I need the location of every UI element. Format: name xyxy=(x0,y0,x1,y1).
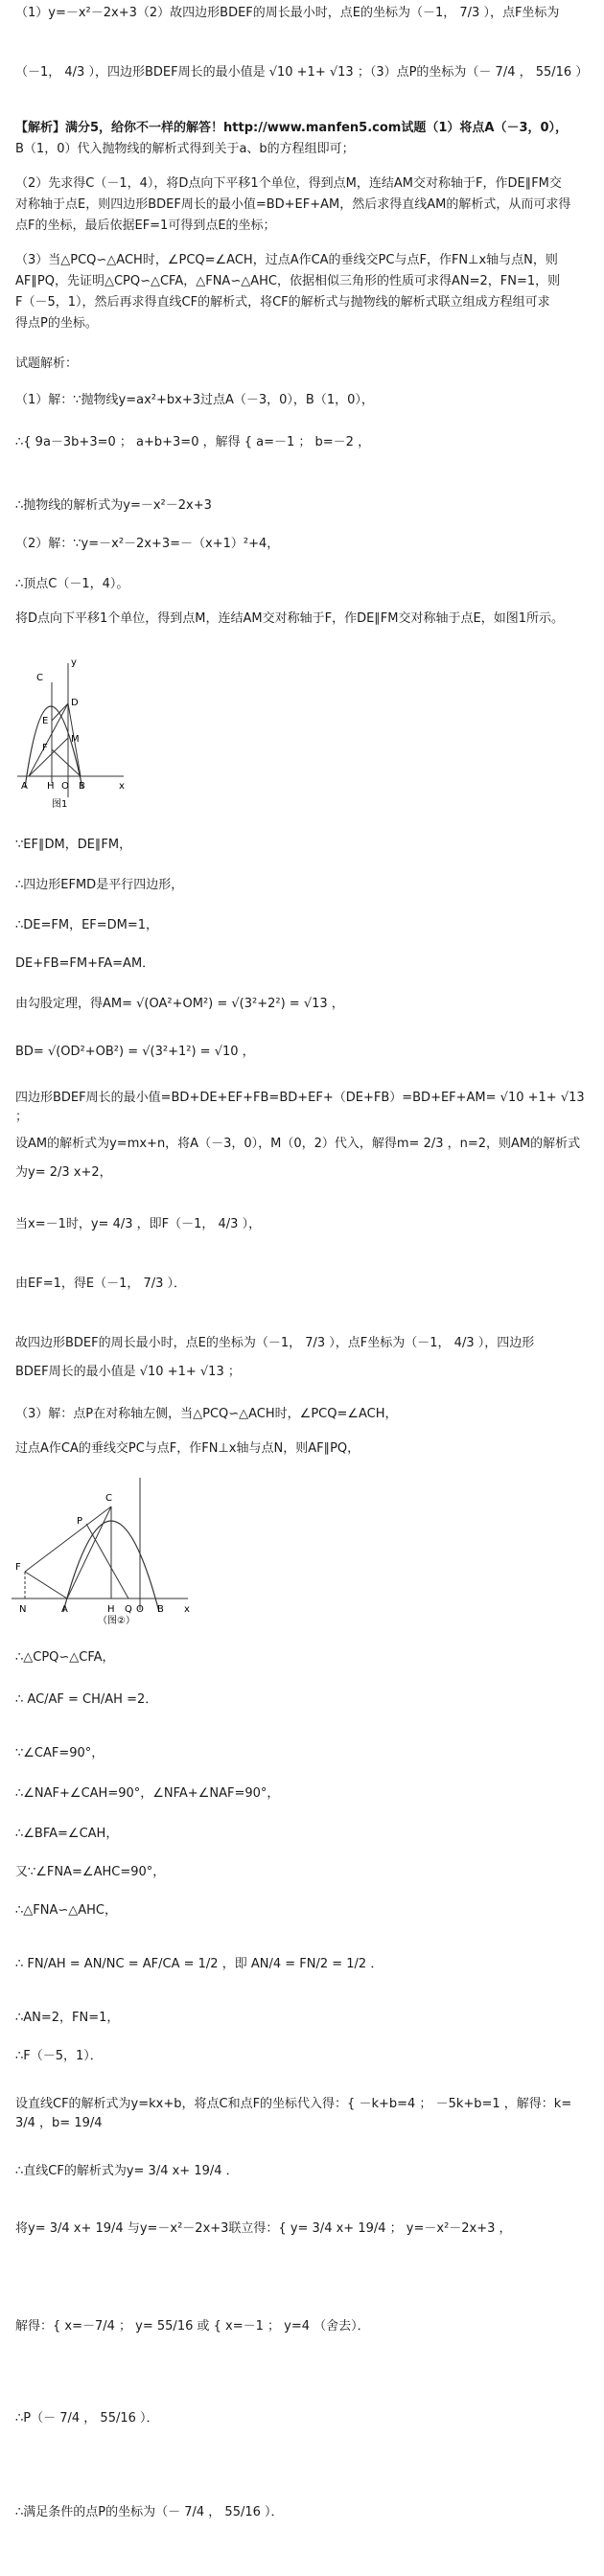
label-o-2: O xyxy=(136,1604,144,1615)
step2-line-5: ∴四边形EFMD是平行四边形， xyxy=(15,878,184,892)
step3-line-8: 又∵∠FNA=∠AHC=90°， xyxy=(15,1865,166,1879)
step3-line-14: ∴直线CF的解析式为y= 3/4 x+ 19/4 ． xyxy=(15,2164,239,2178)
label-y: y xyxy=(71,657,77,668)
analysis-line-8: F（－5，1），然后再求得直线CF的解析式，将CF的解析式与抛物线的解析式联立组成方程组可求 xyxy=(15,295,550,310)
label-a-2: A xyxy=(61,1604,68,1615)
segment-pq xyxy=(86,1524,128,1598)
analysis-line-1: 【解析】满分5，给你不一样的解答！http://www.manfen5.com试题（1）将点A（－3，0）， xyxy=(15,121,569,135)
step1-system: ∴{ 9a－3b+3=0 ； a+b+3=0 ，解得 { a=－1 ； b=－2 ， xyxy=(15,435,371,449)
label-e: E xyxy=(42,716,49,726)
segment-af xyxy=(25,1572,67,1598)
figure-2-caption: （图②） xyxy=(98,1616,135,1626)
segment-ca xyxy=(67,1506,111,1598)
figure-2-diagram xyxy=(6,1468,197,1626)
step3-line-7: ∴∠BFA=∠CAH， xyxy=(15,1827,119,1841)
label-x-2: x xyxy=(184,1604,190,1615)
analysis-line-2: B（1，0）代入抛物线的解析式得到关于a、b的方程组即可； xyxy=(15,142,355,156)
label-b-2: B xyxy=(157,1604,164,1615)
step2-line-16: BDEF周长的最小值是 √10 +1+ √13 ； xyxy=(15,1365,241,1379)
step3-line-6: ∴∠NAF+∠CAH=90°，∠NFA+∠NAF=90°， xyxy=(15,1786,280,1801)
label-o: O xyxy=(61,781,69,792)
analysis-line-3: （2）先求得C（－1，4），将D点向下平移1个单位，得到点M，连结AM交对称轴于F，作DE∥FM交 xyxy=(15,176,562,191)
segment-am xyxy=(29,738,68,776)
step2-line-11: 设AM的解析式为y=mx+n，将A（－3，0），M（0，2）代入，解得m= 2/3 ，n=2，则AM的解析式 xyxy=(15,1137,581,1151)
label-p-2: P xyxy=(77,1516,83,1527)
step3-line-13: 设直线CF的解析式为y=kx+b，将点C和点F的坐标代入得：{ －k+b=4 ； －5k+b=1 ，解得：k= 3/4 ，b= 19/4 xyxy=(15,2097,572,2130)
step3-line-2: 过点A作CA的垂线交PC与点F，作FN⊥x轴与点N，则AF∥PQ， xyxy=(15,1441,360,1456)
segment-cf xyxy=(25,1506,111,1572)
label-b: B xyxy=(79,781,85,792)
step2-line-2: ∴顶点C（－1，4）。 xyxy=(15,577,129,591)
step3-line-16: 解得：{ x=－7/4 ； y= 55/16 或 { x=－1 ； y=4 （舍去）． xyxy=(15,2319,370,2334)
segment-ad xyxy=(29,703,68,776)
label-h: H xyxy=(47,781,55,792)
step2-line-4: ∵EF∥DM，DE∥FM， xyxy=(15,838,132,852)
step3-line-9: ∴△FNA∽△AHC， xyxy=(15,1903,117,1918)
step3-line-4: ∴ AC/AF = CH/AH =2． xyxy=(15,1692,158,1707)
step3-line-12: ∴F（－5，1）． xyxy=(15,2049,103,2063)
label-c: C xyxy=(36,673,43,683)
label-n-2: N xyxy=(19,1604,27,1615)
label-f-2: F xyxy=(15,1562,21,1573)
step2-line-10: 四边形BDEF周长的最小值=BD+DE+EF+FB=BD+EF+（DE+FB）=BD+EF+AM= √10 +1+ √13 ； xyxy=(15,1091,585,1124)
step1-result: ∴抛物线的解析式为y=－x²－2x+3 xyxy=(15,498,212,513)
step2-line-9: BD= √(OD²+OB²) = √(3²+1²) = √10 ， xyxy=(15,1045,255,1059)
figure-1-caption: 图1 xyxy=(52,799,68,810)
analysis-line-5: 点F的坐标，最后依据EF=1可得到点E的坐标； xyxy=(15,218,276,233)
label-a: A xyxy=(21,781,28,792)
step3-line-15: 将y= 3/4 x+ 19/4 与y=－x²－2x+3联立得：{ y= 3/4 x+ 19/4 ； y=－x²－2x+3 ， xyxy=(15,2221,512,2236)
step2-line-15: 故四边形BDEF的周长最小时，点E的坐标为（－1， 7/3 ），点F坐标为（－1， 4/3 ），四边形 xyxy=(15,1336,535,1350)
step3-line-10: ∴ FN/AH = AN/NC = AF/CA = 1/2 ，即 AN/4 = FN/2 = 1/2 ． xyxy=(15,1957,383,1971)
label-q-2: Q xyxy=(125,1604,132,1615)
label-f: F xyxy=(42,743,48,753)
step3-line-17: ∴P（－ 7/4 ， 55/16 ）． xyxy=(15,2411,159,2426)
analysis-line-4: 对称轴于点E，则四边形BDEF周长的最小值=BD+EF+AM，然后求得直线AM的解析式，从而可求得 xyxy=(15,197,571,212)
step3-line-5: ∵∠CAF=90°， xyxy=(15,1746,105,1760)
label-x: x xyxy=(119,781,125,792)
analysis-line-7: AF∥PQ，先证明△CPQ∽△CFA，△FNA∽△AHC，依据相似三角形的性质可求得AN=2，FN=1，则 xyxy=(15,274,561,288)
step3-line-11: ∴AN=2，FN=1， xyxy=(15,2011,120,2025)
analysis-line-9: 得点P的坐标。 xyxy=(15,316,98,331)
step3-line-3: ∴△CPQ∽△CFA， xyxy=(15,1650,115,1665)
label-m: M xyxy=(71,734,80,745)
step2-line-12: 为y= 2/3 x+2， xyxy=(15,1165,112,1180)
step2-line-8: 由勾股定理，得AM= √(OA²+OM²) = √(3²+2²) = √13 ， xyxy=(15,997,344,1011)
answer-line-2: （－1， 4/3 ），四边形BDEF周长的最小值是 √10 +1+ √13 ；（3）点P的坐标为（－ 7/4 ， 55/16 ） xyxy=(15,65,589,80)
figure-1-diagram xyxy=(13,654,138,812)
step3-line-1: （3）解：点P在对称轴左侧，当△PCQ∽△ACH时，∠PCQ=∠ACH， xyxy=(15,1407,398,1421)
step2-line-7: DE+FB=FM+FA=AM． xyxy=(15,956,155,971)
label-d: D xyxy=(71,698,79,708)
step2-line-14: 由EF=1，得E（－1， 7/3 ）． xyxy=(15,1276,187,1291)
analysis-line-6: （3）当△PCQ∽△ACH时，∠PCQ=∠ACH，过点A作CA的垂线交PC与点F，作FN⊥x轴与点N，则 xyxy=(15,253,558,267)
step2-line-6: ∴DE=FM，EF=DM=1， xyxy=(15,918,159,932)
label-h-2: H xyxy=(107,1604,115,1615)
step2-line-3: 将D点向下平移1个单位，得到点M，连结AM交对称轴于F，作DE∥FM交对称轴于点E，如图1所示。 xyxy=(15,611,564,626)
label-c-2: C xyxy=(105,1493,112,1504)
solution-heading: 试题解析： xyxy=(15,356,79,371)
step3-line-18: ∴满足条件的点P的坐标为（－ 7/4 ， 55/16 ）． xyxy=(15,2505,284,2519)
step2-line-1: （2）解：∵y=－x²－2x+3=－（x+1）²+4， xyxy=(15,537,280,551)
step1-line-1: （1）解：∵抛物线y=ax²+bx+3过点A（－3，0），B（1，0）， xyxy=(15,393,374,407)
answer-line-1: （1）y=－x²－2x+3（2）故四边形BDEF的周长最小时，点E的坐标为（－1， 7/3 ），点F坐标为 xyxy=(15,6,560,20)
step2-line-13: 当x=－1时，y= 4/3 ，即F（－1， 4/3 ）， xyxy=(15,1217,262,1231)
